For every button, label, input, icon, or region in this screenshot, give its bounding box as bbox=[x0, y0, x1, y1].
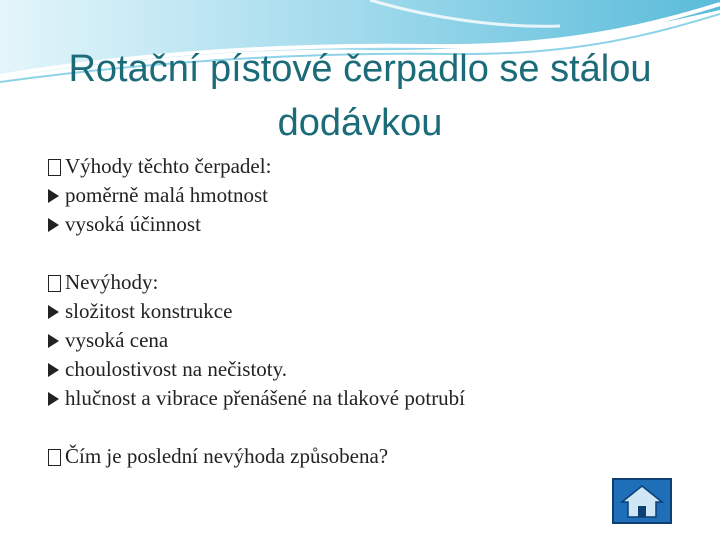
slide-body bbox=[48, 152, 688, 471]
title-line-1: Rotační pístové čerpadlo se stálou bbox=[68, 48, 652, 90]
advantage-text: vysoká účinnost bbox=[65, 212, 201, 236]
square-bullet-icon bbox=[48, 159, 61, 176]
square-bullet-icon bbox=[48, 275, 61, 292]
title-line-2: dodávkou bbox=[277, 102, 443, 144]
list-item bbox=[48, 326, 688, 355]
arrow-bullet-icon bbox=[48, 189, 59, 203]
disadvantage-text: choulostivost na nečistoty. bbox=[65, 357, 288, 381]
disadvantage-text: složitost konstrukce bbox=[65, 299, 233, 323]
disadvantage-text: hlučnost a vibrace přenášené na tlakové potrubí bbox=[65, 386, 466, 410]
question bbox=[48, 442, 688, 471]
slide-title bbox=[20, 42, 700, 150]
question-text: Čím je poslední nevýhoda způsobena? bbox=[65, 444, 389, 468]
disadvantages-heading-text: Nevýhody: bbox=[65, 270, 159, 294]
advantages-heading bbox=[48, 152, 688, 181]
home-button[interactable] bbox=[612, 478, 672, 524]
arrow-bullet-icon bbox=[48, 334, 59, 348]
advantage-text: poměrně malá hmotnost bbox=[65, 183, 268, 207]
list-item bbox=[48, 384, 688, 413]
arrow-bullet-icon bbox=[48, 363, 59, 377]
square-bullet-icon bbox=[48, 449, 61, 466]
home-icon bbox=[614, 480, 670, 522]
list-item bbox=[48, 210, 688, 239]
list-item bbox=[48, 355, 688, 384]
list-item bbox=[48, 297, 688, 326]
arrow-bullet-icon bbox=[48, 218, 59, 232]
list-item bbox=[48, 181, 688, 210]
disadvantage-text: vysoká cena bbox=[65, 328, 169, 352]
arrow-bullet-icon bbox=[48, 392, 59, 406]
disadvantages-heading bbox=[48, 268, 688, 297]
arrow-bullet-icon bbox=[48, 305, 59, 319]
advantages-heading-text: Výhody těchto čerpadel: bbox=[65, 154, 272, 178]
